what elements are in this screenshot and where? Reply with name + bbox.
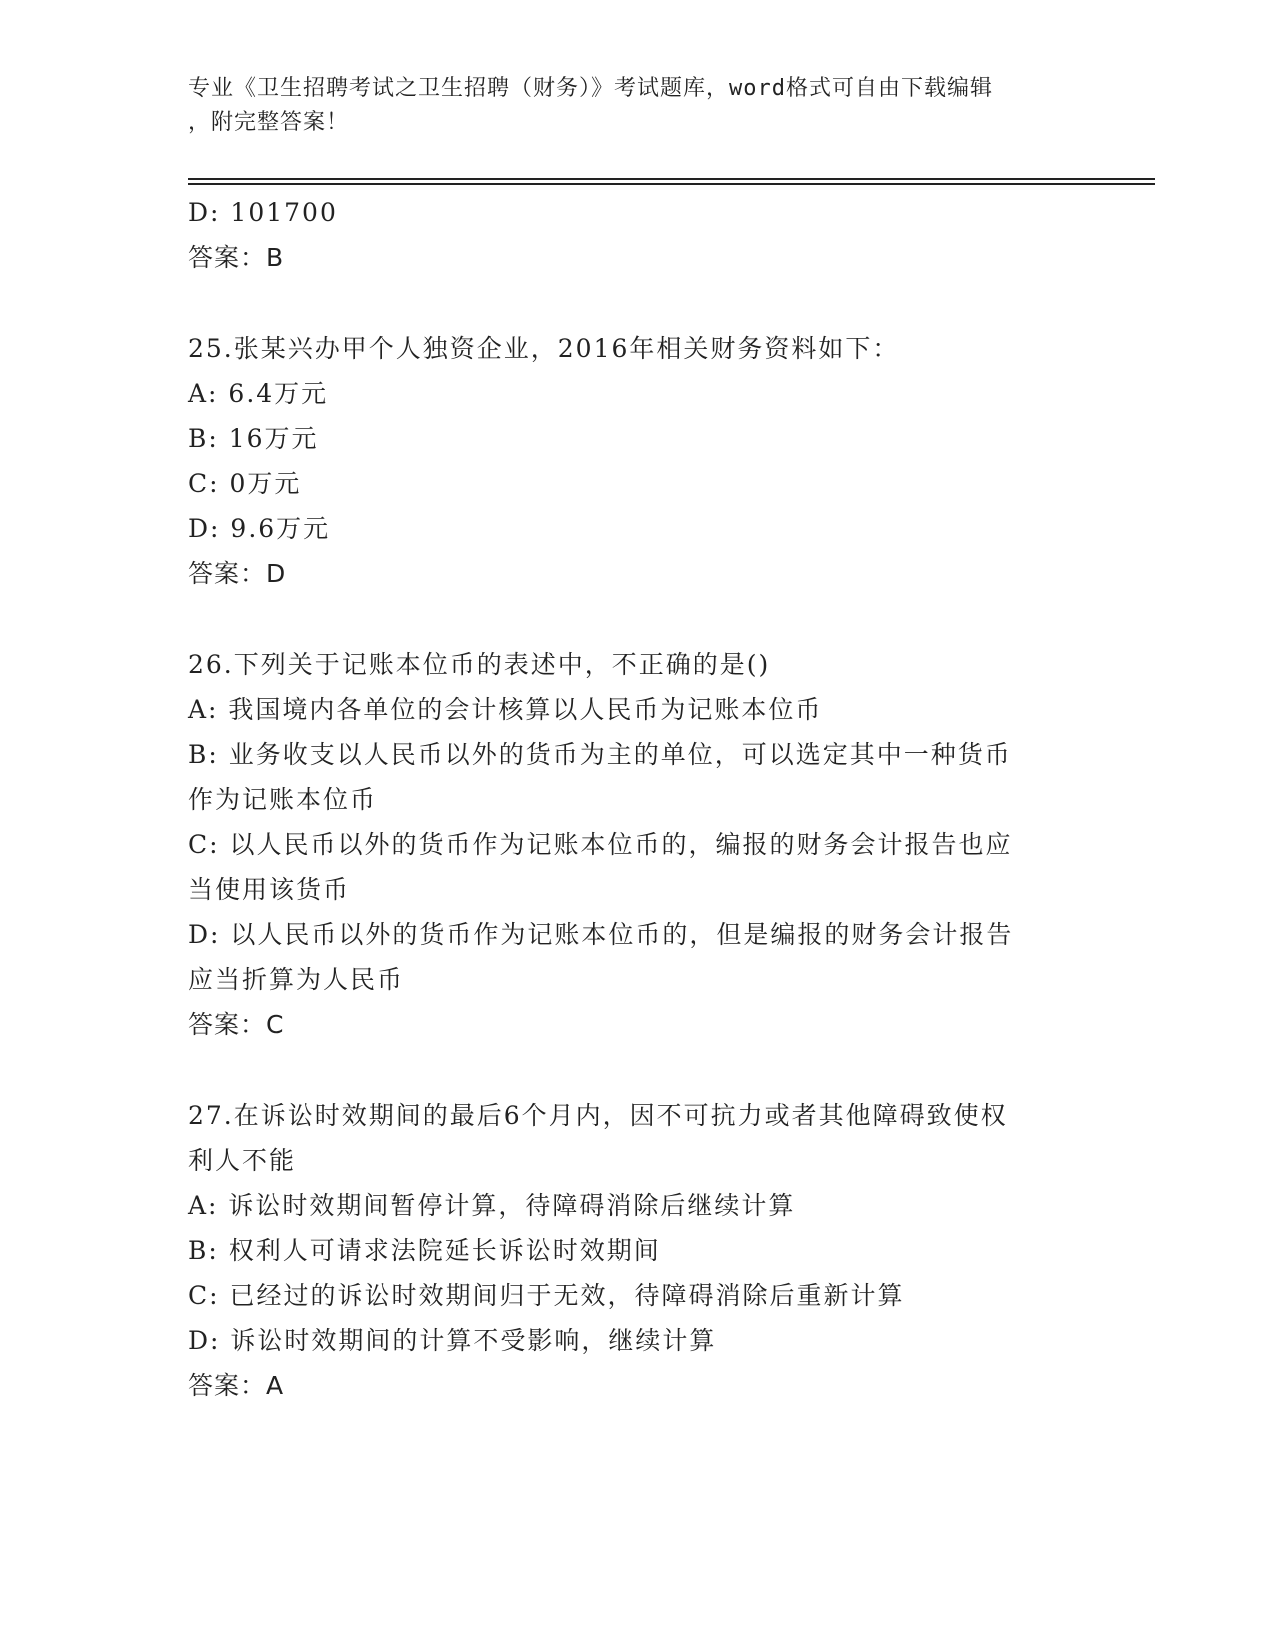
document-header bbox=[188, 72, 1068, 140]
option-b: B: 16万元 bbox=[188, 424, 319, 453]
answer-line: 答案：B bbox=[188, 243, 285, 272]
document-body bbox=[188, 190, 1088, 1408]
option-c: C: 0万元 bbox=[188, 469, 302, 498]
answer-line: 答案：D bbox=[188, 559, 287, 588]
spacer bbox=[188, 280, 1088, 326]
option-a: A: 我国境内各单位的会计核算以人民币为记账本位币 bbox=[188, 695, 823, 724]
question-block-24 bbox=[188, 190, 1088, 280]
option-c-line-1: C: 以人民币以外的货币作为记账本位币的，编报的财务会计报告也应 bbox=[188, 830, 1013, 859]
option-d-line-2: 应当折算为人民币 bbox=[188, 965, 405, 994]
question-block-27 bbox=[188, 1093, 1088, 1408]
option-b: B: 权利人可请求法院延长诉讼时效期间 bbox=[188, 1236, 661, 1265]
question-text-line-2: 利人不能 bbox=[188, 1146, 297, 1175]
option-d: D: 101700 bbox=[188, 198, 338, 227]
option-a: A: 诉讼时效期间暂停计算，待障碍消除后继续计算 bbox=[188, 1191, 796, 1220]
option-c: C: 已经过的诉讼时效期间归于无效，待障碍消除后重新计算 bbox=[188, 1281, 905, 1310]
option-a: A: 6.4万元 bbox=[188, 379, 329, 408]
option-d: D: 诉讼时效期间的计算不受影响，继续计算 bbox=[188, 1326, 717, 1355]
spacer bbox=[188, 1047, 1088, 1093]
question-text: 26.下列关于记账本位币的表述中，不正确的是() bbox=[188, 650, 771, 679]
question-block-25 bbox=[188, 326, 1088, 596]
header-line-1: 专业《卫生招聘考试之卫生招聘（财务）》考试题库，word格式可自由下载编辑 bbox=[188, 76, 993, 101]
header-divider-top bbox=[188, 178, 1155, 180]
question-text: 25.张某兴办甲个人独资企业，2016年相关财务资料如下： bbox=[188, 334, 900, 363]
question-text-line-1: 27.在诉讼时效期间的最后6个月内，因不可抗力或者其他障碍致使权 bbox=[188, 1101, 1008, 1130]
option-b-line-2: 作为记账本位币 bbox=[188, 785, 378, 814]
answer-line: 答案：A bbox=[188, 1371, 285, 1400]
option-d-line-1: D: 以人民币以外的货币作为记账本位币的，但是编报的财务会计报告 bbox=[188, 920, 1014, 949]
answer-line: 答案：C bbox=[188, 1010, 285, 1039]
option-c-line-2: 当使用该货币 bbox=[188, 875, 351, 904]
spacer bbox=[188, 596, 1088, 642]
header-line-2: ，附完整答案！ bbox=[188, 110, 350, 135]
option-b-line-1: B: 业务收支以人民币以外的货币为主的单位，可以选定其中一种货币 bbox=[188, 740, 1012, 769]
header-divider-bottom bbox=[188, 183, 1155, 185]
option-d: D: 9.6万元 bbox=[188, 514, 331, 543]
question-block-26 bbox=[188, 642, 1088, 1047]
